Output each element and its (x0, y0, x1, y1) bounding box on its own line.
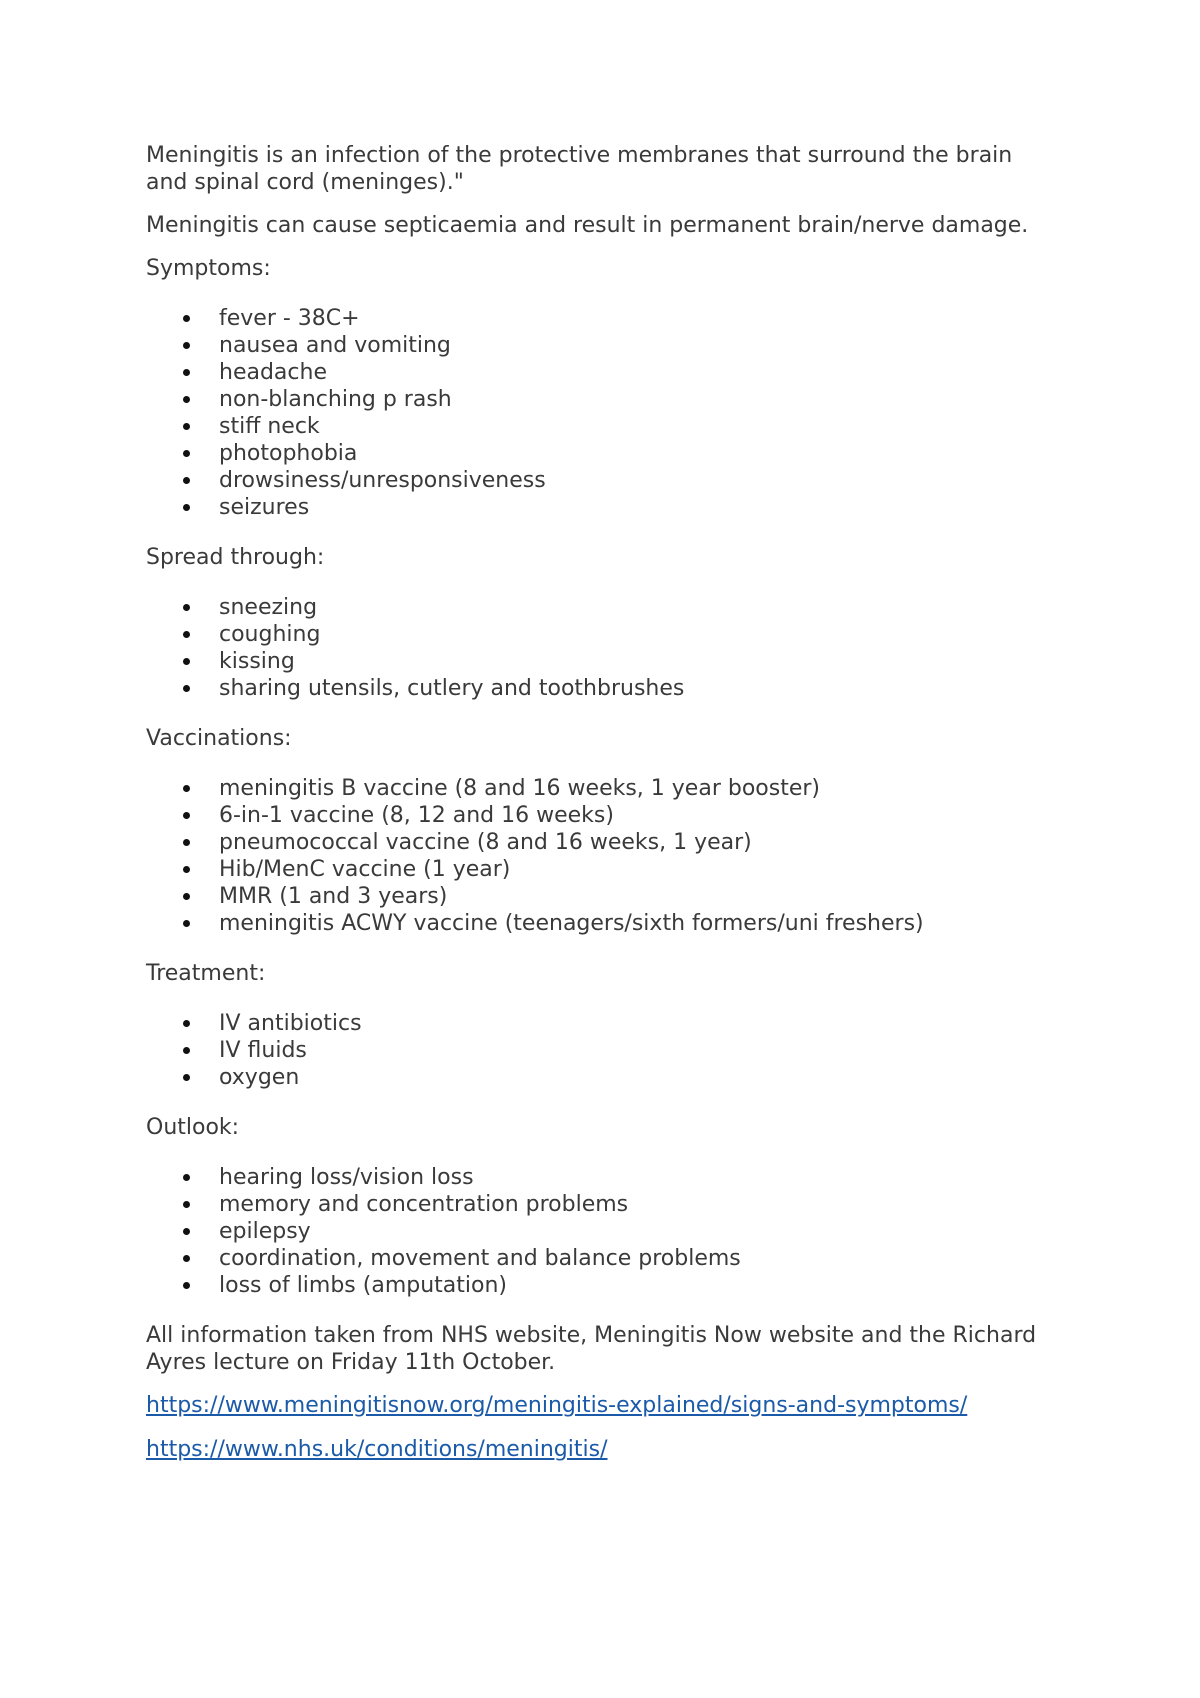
section-heading-vaccinations: Vaccinations: (146, 726, 292, 751)
list-item: drowsiness/unresponsiveness (146, 467, 1046, 494)
list-item: MMR (1 and 3 years) (146, 883, 1046, 910)
source-note: All information taken from NHS website, Meningitis Now website and the Richard Ayres lecture on Friday 11th October. (146, 1323, 1037, 1375)
meningitis-now-link[interactable]: https://www.meningitisnow.org/meningitis-explained/signs-and-symptoms/ (146, 1393, 968, 1418)
list-item: memory and concentration problems (146, 1191, 1046, 1218)
list-item: pneumococcal vaccine (8 and 16 weeks, 1 year) (146, 829, 1046, 856)
list-item: meningitis B vaccine (8 and 16 weeks, 1 year booster) (146, 775, 1046, 802)
list-item: seizures (146, 494, 1046, 521)
spread-list (146, 594, 1046, 702)
list-item: hearing loss/vision loss (146, 1164, 1046, 1191)
list-item: oxygen (146, 1064, 1046, 1091)
list-item: Hib/MenC vaccine (1 year) (146, 856, 1046, 883)
list-item: stiff neck (146, 413, 1046, 440)
intro-paragraph: Meningitis can cause septicaemia and result in permanent brain/nerve damage. (146, 213, 1029, 238)
treatment-list (146, 1010, 1046, 1091)
intro-paragraph: Meningitis is an infection of the protective membranes that surround the brain and spinal cord (meninges)." (146, 143, 1013, 195)
list-item: coughing (146, 621, 1046, 648)
list-item: IV fluids (146, 1037, 1046, 1064)
list-item: non-blanching p rash (146, 386, 1046, 413)
document-page (146, 142, 1046, 1480)
section-heading-outlook: Outlook: (146, 1115, 240, 1140)
link-paragraph (146, 1436, 1046, 1463)
list-item: sneezing (146, 594, 1046, 621)
list-item: epilepsy (146, 1218, 1046, 1245)
section-heading-treatment: Treatment: (146, 961, 266, 986)
list-item: loss of limbs (amputation) (146, 1272, 1046, 1299)
list-item: nausea and vomiting (146, 332, 1046, 359)
list-item: kissing (146, 648, 1046, 675)
section-heading-symptoms: Symptoms: (146, 256, 271, 281)
link-paragraph (146, 1392, 1046, 1419)
list-item: fever - 38C+ (146, 305, 1046, 332)
outlook-list (146, 1164, 1046, 1299)
nhs-link[interactable]: https://www.nhs.uk/conditions/meningitis/ (146, 1437, 608, 1462)
symptoms-list (146, 305, 1046, 521)
vaccinations-list (146, 775, 1046, 937)
list-item: sharing utensils, cutlery and toothbrushes (146, 675, 1046, 702)
list-item: headache (146, 359, 1046, 386)
list-item: coordination, movement and balance problems (146, 1245, 1046, 1272)
list-item: photophobia (146, 440, 1046, 467)
list-item: 6-in-1 vaccine (8, 12 and 16 weeks) (146, 802, 1046, 829)
list-item: meningitis ACWY vaccine (teenagers/sixth formers/uni freshers) (146, 910, 1046, 937)
section-heading-spread: Spread through: (146, 545, 325, 570)
list-item: IV antibiotics (146, 1010, 1046, 1037)
